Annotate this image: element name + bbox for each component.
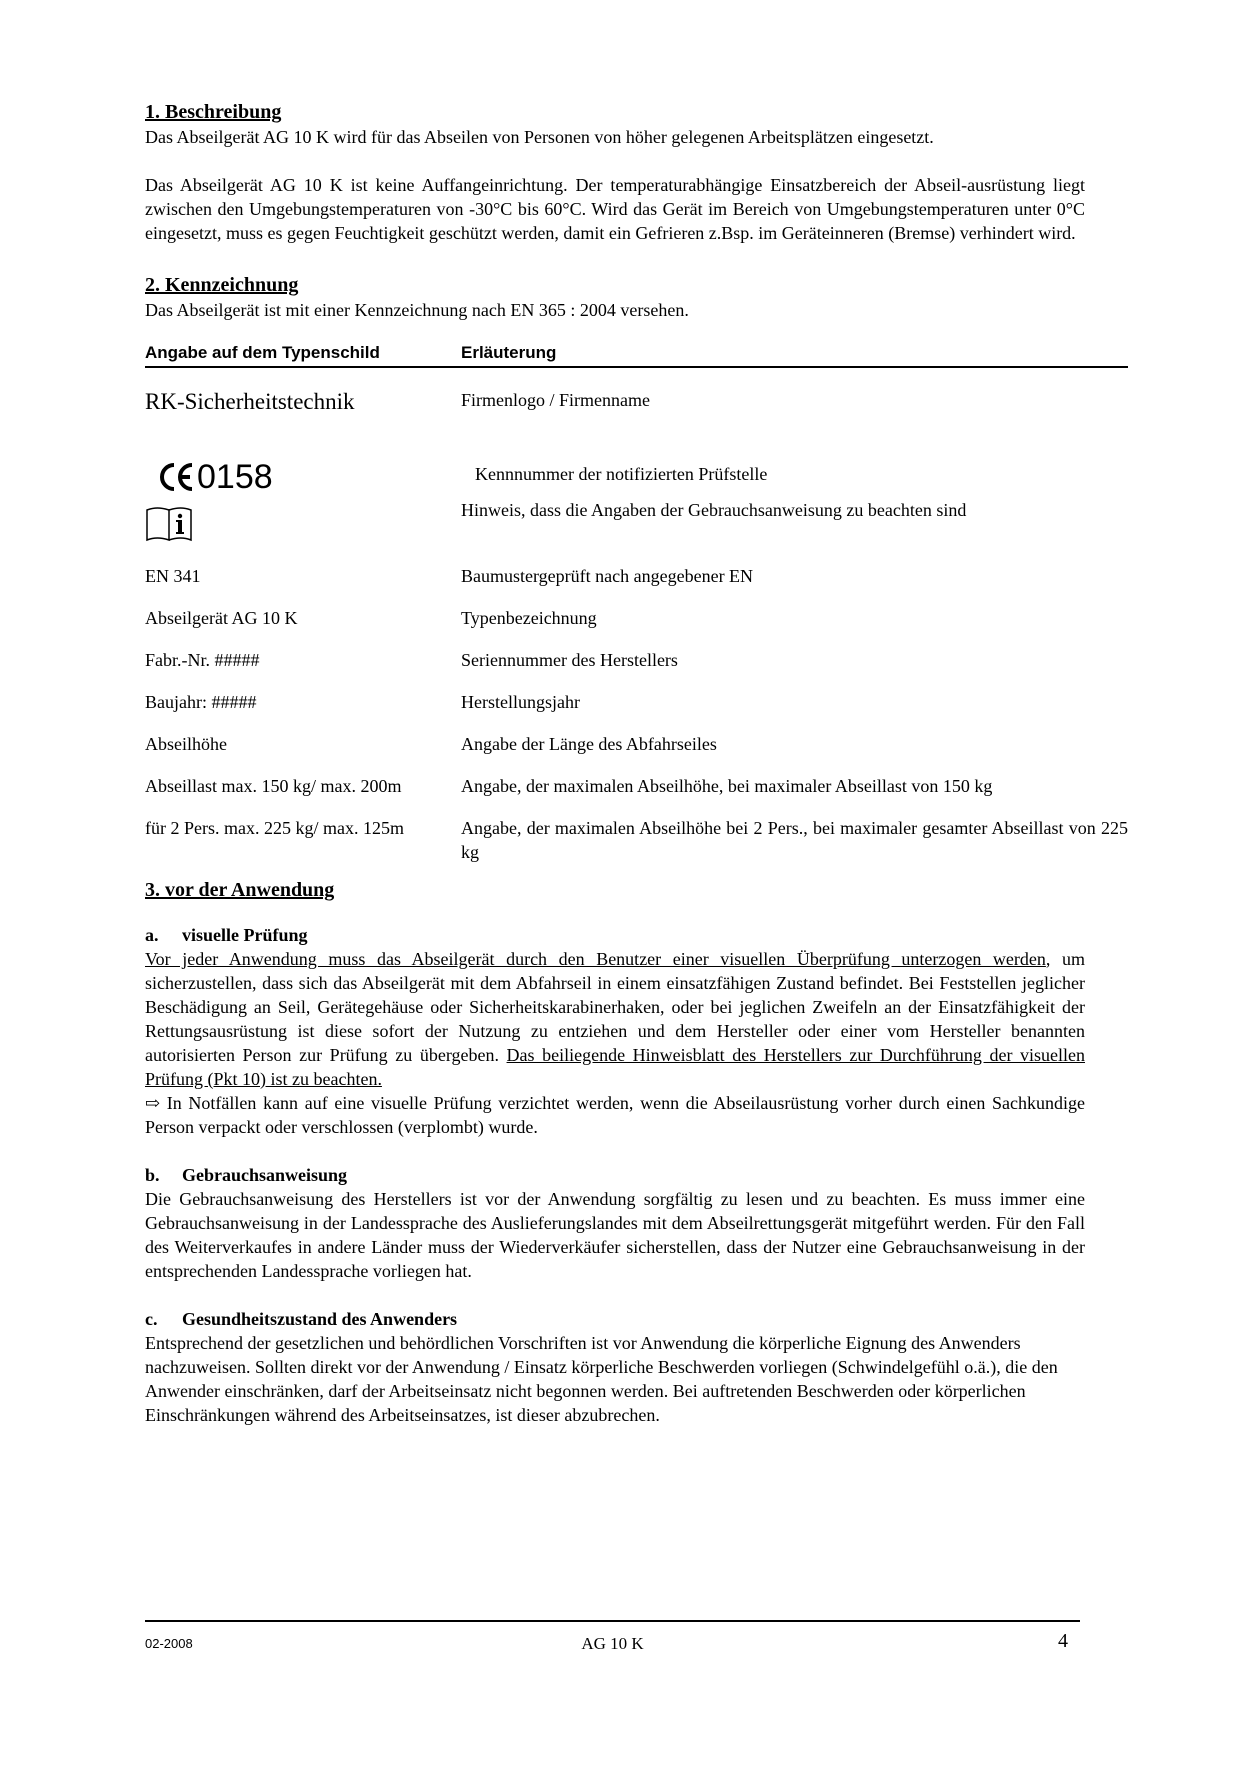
section-1-heading: 1. Beschreibung: [145, 101, 282, 123]
marking-description: Baumustergeprüft nach angegebener EN: [461, 566, 754, 586]
marking-description: Herstellungsjahr: [461, 692, 580, 712]
marking-label: für 2 Pers. max. 225 kg/ max. 125m: [145, 818, 404, 838]
table-row: [145, 388, 1128, 456]
ce-icon: [159, 462, 195, 492]
table-row: [145, 648, 1128, 672]
document-page: [145, 100, 1128, 1427]
manual-info-icon: [145, 504, 193, 542]
section-1-paragraph-2: Das Abseilgerät AG 10 K ist keine Auffangeinrichtung. Der temperaturabhängige Einsatzbereich der Abseil-ausrüstung liegt zwischen den Umgebungstemperaturen von -30°C bis 60°C. Wird das Gerät im Bereich von Umgebungstemperaturen unter 0°C eingesetzt, muss es gegen Feuchtigkeit geschützt werden, damit ein Gefrieren z.Bsp. im Geräteinneren (Bremse) verhindert wird.: [145, 175, 1085, 243]
table-row: [145, 816, 1128, 864]
table-row: [145, 690, 1128, 714]
marking-label: Fabr.-Nr. #####: [145, 650, 260, 670]
brand-name: RK-Sicherheitstechnik: [145, 389, 355, 414]
marking-label: EN 341: [145, 566, 201, 586]
subsection-c-heading: c. Gesundheitszustand des Anwenders: [145, 1309, 458, 1329]
table-row: [145, 498, 1128, 564]
subsection-a-note: ⇨ In Notfällen kann auf eine visuelle Prüfung verzichtet werden, wenn die Abseilausrüstung vorher durch einen Sachkundige Person verpackt oder verschlossen (verplombt) wurde.: [145, 1093, 1085, 1137]
table-header: [145, 342, 1128, 368]
notified-body-number: 0158: [197, 458, 273, 496]
column-header-explanation: Erläuterung: [461, 343, 557, 362]
footer-model: AG 10 K: [581, 1634, 644, 1653]
marking-description: Angabe, der maximalen Abseilhöhe bei 2 Pers., bei maximaler gesamter Abseillast von 225 kg: [461, 818, 1128, 862]
page-number: 4: [1058, 1630, 1068, 1652]
marking-label: Abseillast max. 150 kg/ max. 200m: [145, 776, 402, 796]
ce-mark: [145, 456, 475, 498]
section-1-paragraph-1: Das Abseilgerät AG 10 K wird für das Abseilen von Personen von höher gelegenen Arbeitsplätzen eingesetzt.: [145, 127, 934, 147]
marking-description: Seriennummer des Herstellers: [461, 650, 678, 670]
table-row: [145, 774, 1128, 798]
marking-description: Angabe der Länge des Abfahrseiles: [461, 734, 717, 754]
manual-info-description: Hinweis, dass die Angaben der Gebrauchsanweisung zu beachten sind: [461, 500, 967, 520]
marking-description: Typenbezeichnung: [461, 608, 597, 628]
table-row: [145, 564, 1128, 588]
column-header-label: Angabe auf dem Typenschild: [145, 343, 380, 362]
manual-info-symbol: [145, 498, 461, 564]
subsection-a-text: Vor jeder Anwendung muss das Abseilgerät durch den Benutzer einer visuellen Überprüfung unterzogen werden, um sicherzustellen, dass sich das Abseilgerät mit dem Abfahrseil in einem einsatzfähigen Zustand befindet. Bei Feststellen jeglicher Beschädigung an Seil, Gerätegehäuse oder Sicherheitskarabinerhaken, oder bei jeglichen Zweifeln an der Einsatzfähigkeit der Rettungsausrüstung ist diese sofort der Nutzung zu entziehen und dem Hersteller oder einer vom Hersteller benannten autorisierten Person zur Prüfung zu übergeben. Das beiliegende Hinweisblatt des Herstellers zur Durchführung der visuellen Prüfung (Pkt 10) ist zu beachten.: [145, 949, 1085, 1089]
marking-rows: [145, 564, 1128, 864]
marking-table: [145, 342, 1128, 864]
arrow-right-icon: ⇨: [145, 1093, 161, 1113]
subsection-c-text: Entsprechend der gesetzlichen und behördlichen Vorschriften ist vor Anwendung die körperliche Eignung des Anwenders nachzuweisen. Sollten direkt vor der Anwendung / Einsatz körperliche Beschwerden vorliegen (Schwindelgefühl o.ä.), die den Anwender einschränken, darf der Arbeitseinsatz nicht begonnen werden. Bei auftretenden Beschwerden oder körperlichen Einschränkungen während des Arbeitseinsatzes, ist dieser abzubrechen.: [145, 1333, 1058, 1425]
section-2-paragraph: Das Abseilgerät ist mit einer Kennzeichnung nach EN 365 : 2004 versehen.: [145, 300, 689, 320]
marking-label: Abseilgerät AG 10 K: [145, 608, 298, 628]
marking-label: Abseilhöhe: [145, 734, 227, 754]
marking-label: Baujahr: #####: [145, 692, 257, 712]
ce-description: Kennnummer der notifizierten Prüfstelle: [475, 464, 768, 484]
subsection-a-heading: a. visuelle Prüfung: [145, 925, 308, 945]
subsection-b-text: Die Gebrauchsanweisung des Herstellers ist vor der Anwendung sorgfältig zu lesen und zu beachten. Es muss immer eine Gebrauchsanweisung in der Landessprache des Auslieferungslandes mit dem Abseilrettungsgerät mitgeführt werden. Für den Fall des Weiterverkaufes in andere Länder muss der Wiederverkäufer sicherstellen, dass der Nutzer eine Gebrauchsanweisung in der entsprechenden Landessprache vorliegen hat.: [145, 1189, 1085, 1281]
table-row: [145, 456, 1128, 498]
brand-description: Firmenlogo / Firmenname: [461, 390, 650, 410]
section-3-heading: 3. vor der Anwendung: [145, 879, 335, 901]
footer-date: 02-2008: [145, 1636, 193, 1651]
table-row: [145, 732, 1128, 756]
subsection-b-heading: b. Gebrauchsanweisung: [145, 1165, 348, 1185]
marking-description: Angabe, der maximalen Abseilhöhe, bei maximaler Abseillast von 150 kg: [461, 776, 993, 796]
table-row: [145, 606, 1128, 630]
page-footer: [145, 1620, 1080, 1652]
section-2-heading: 2. Kennzeichnung: [145, 274, 299, 296]
